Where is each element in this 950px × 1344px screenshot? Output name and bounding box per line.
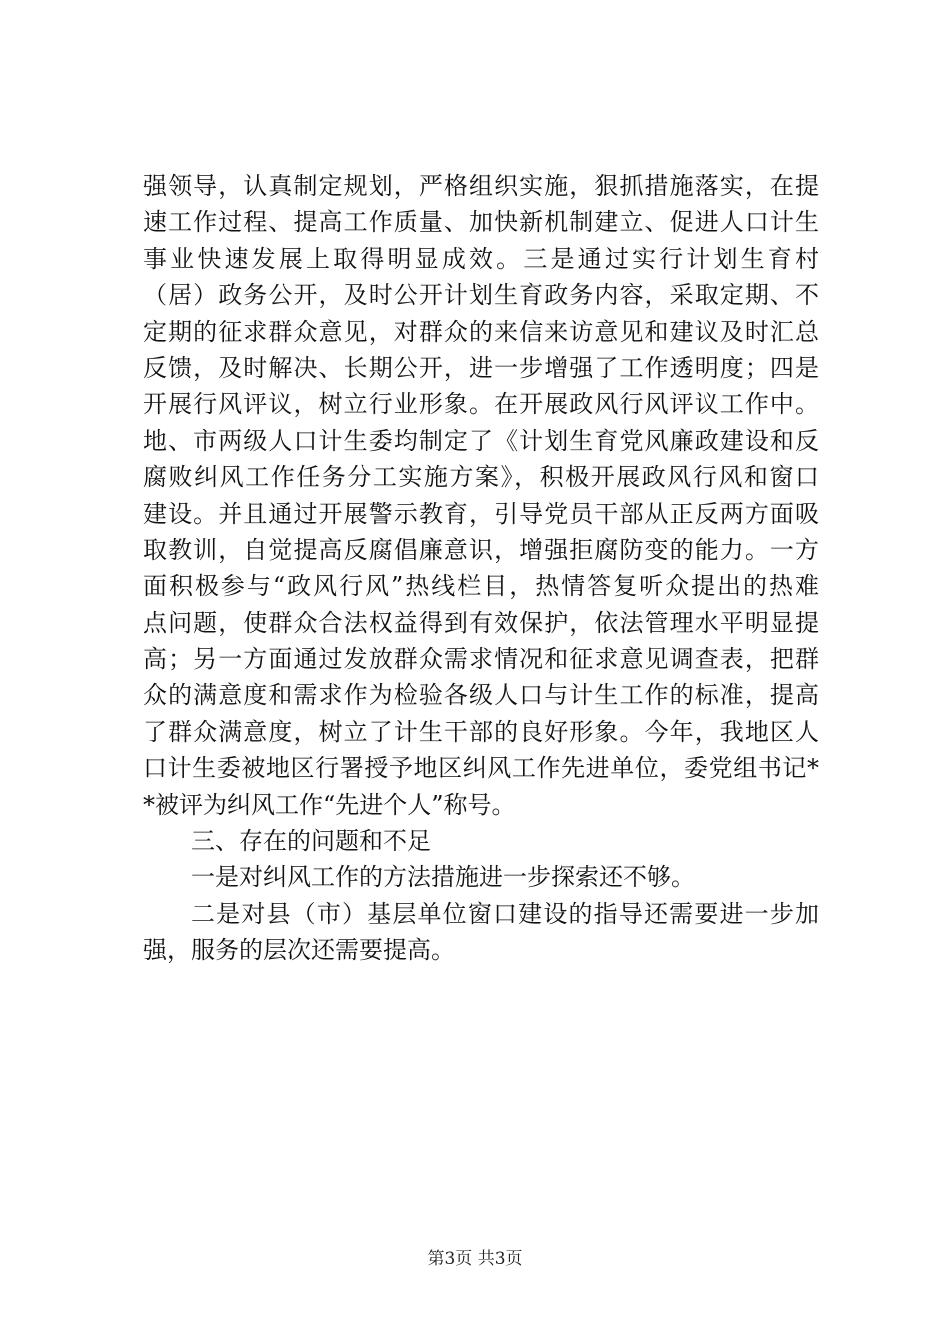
paragraph-line: 开展行风评议，树立行业形象。在开展政风行风评议工作中。 [143, 390, 819, 419]
paragraph-line: *被评为纠风工作“先进个人”称号。 [143, 790, 516, 819]
paragraph-line: 反馈，及时解决、长期公开，进一步增强了工作透明度；四是 [143, 353, 819, 382]
paragraph-line: 腐败纠风工作任务分工实施方案》，积极开展政风行风和窗口 [143, 463, 819, 492]
issue-item-two-line: 二是对县（市）基层单位窗口建设的指导还需要进一步加 [191, 899, 819, 928]
paragraph-line: （居）政务公开，及时公开计划生育政务内容，采取定期、不 [143, 281, 819, 310]
paragraph-line: 定期的征求群众意见，对群众的来信来访意见和建议及时汇总 [143, 317, 819, 346]
paragraph-line: 点问题，使群众合法权益得到有效保护，依法管理水平明显提 [143, 608, 819, 637]
paragraph-line: 面积极参与“政风行风”热线栏目，热情答复听众提出的热难 [143, 572, 819, 601]
paragraph-line: 取教训，自觉提高反腐倡廉意识，增强拒腐防变的能力。一方 [143, 535, 819, 564]
paragraph-line: 高；另一方面通过发放群众需求情况和征求意见调查表，把群 [143, 645, 819, 674]
paragraph-line: 事业快速发展上取得明显成效。三是通过实行计划生育村 [143, 244, 819, 273]
paragraph-line: 强领导，认真制定规划，严格组织实施，狠抓措施落实，在提 [143, 172, 819, 200]
paragraph-line: 了群众满意度，树立了计生干部的良好形象。今年，我地区人 [143, 717, 819, 746]
body-text [143, 168, 819, 969]
page-number-footer: 第3页 共3页 [427, 1249, 523, 1269]
issue-item-two-line: 强，服务的层次还需要提高。 [143, 936, 455, 965]
issue-item-one: 一是对纠风工作的方法措施进一步探索还不够。 [191, 863, 695, 892]
paragraph-line: 速工作过程、提高工作质量、加快新机制建立、促进人口计生 [143, 208, 819, 237]
paragraph-line: 地、市两级人口计生委均制定了《计划生育党风廉政建设和反 [143, 426, 819, 455]
section-heading: 三、存在的问题和不足 [191, 827, 431, 856]
paragraph-line: 建设。并且通过开展警示教育，引导党员干部从正反两方面吸 [143, 499, 819, 528]
paragraph-line: 众的满意度和需求作为检验各级人口与计生工作的标准，提高 [143, 681, 819, 710]
paragraph-line: 口计生委被地区行署授予地区纠风工作先进单位，委党组书记* [143, 754, 819, 783]
